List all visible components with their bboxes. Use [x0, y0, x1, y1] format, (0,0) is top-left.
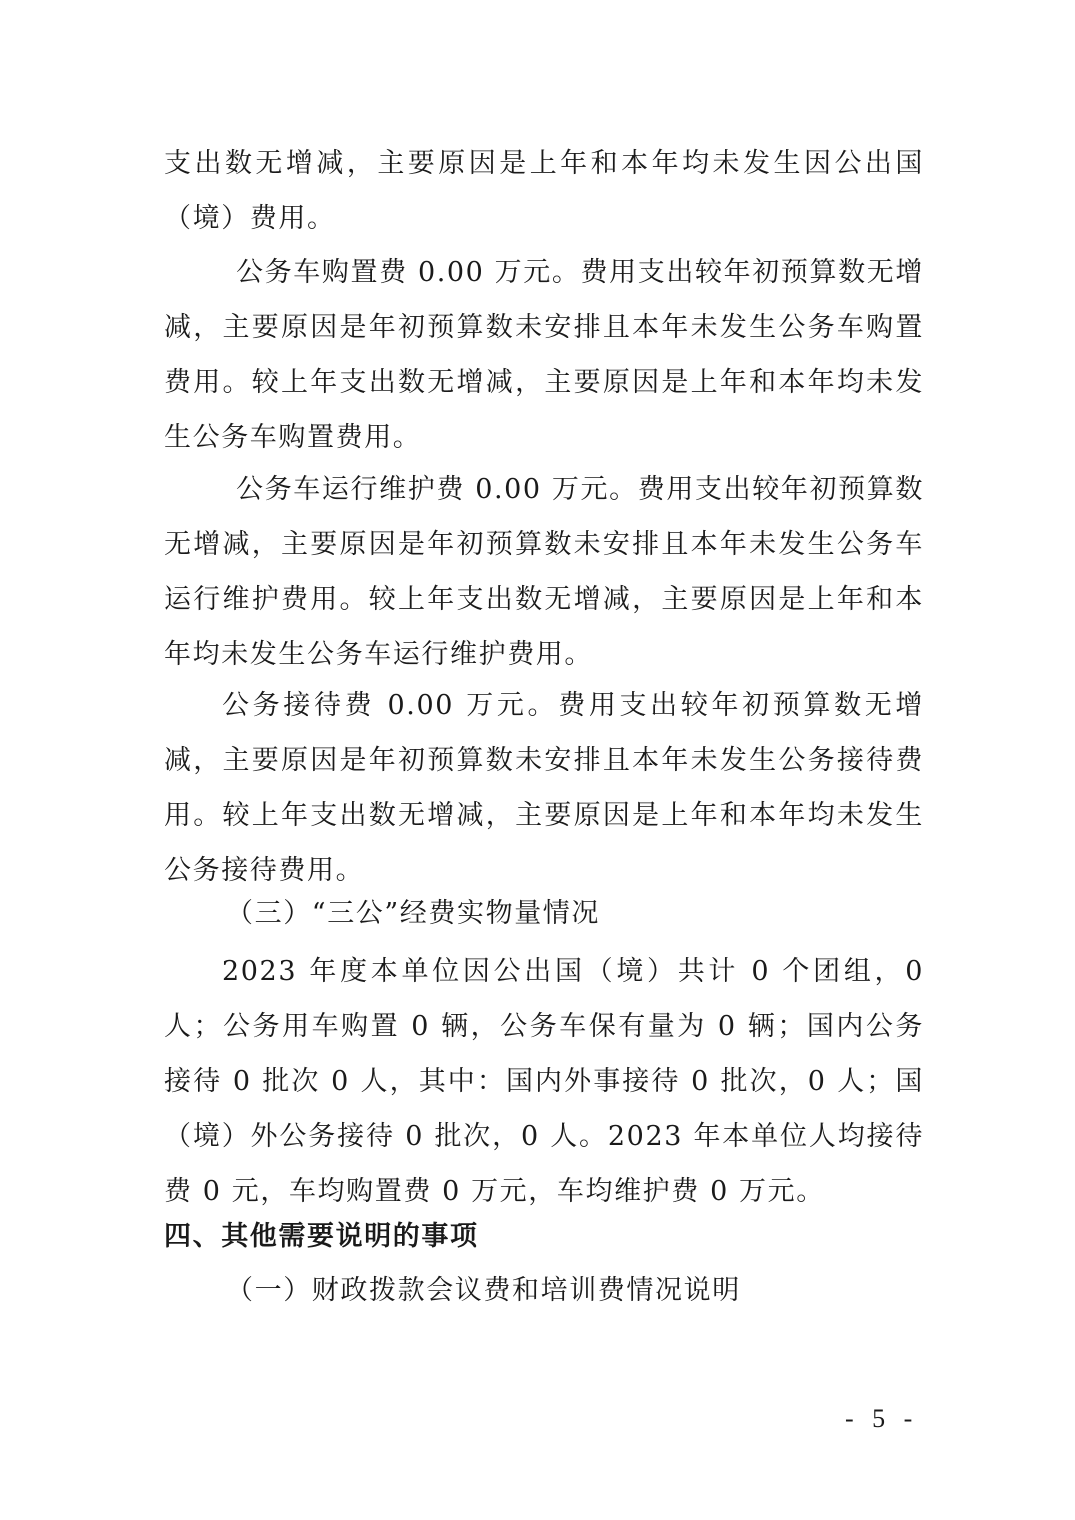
subsection-heading-one: （一）财政拨款会议费和培训费情况说明 — [226, 1275, 741, 1306]
subsection-heading-three: （三）“三公”经费实物量情况 — [226, 898, 601, 929]
paragraph-continued-expense: 支出数无增减，主要原因是上年和本年均未发生因公出国（境）费用。 — [164, 148, 924, 234]
section-heading-four: 四、其他需要说明的事项 — [164, 1221, 479, 1252]
paragraph-physical-quantity: 2023 年度本单位因公出国（境）共计 0 个团组，0 人；公务用车购置 0 辆，公务车保有量为 0 辆；国内公务接待 0 批次 0 人，其中：国内外事接待 0 批次，0 人；国（境）外公务接待 0 批次，0 人。2023 年本单位人均接待费 0 元，车均购置费 0 万元，车均维护费 0 万元。 — [164, 956, 924, 1207]
paragraph-vehicle-maintenance: 公务车运行维护费 0.00 万元。费用支出较年初预算数无增减，主要原因是年初预算数未安排且本年未发生公务车运行维护费用。较上年支出数无增减，主要原因是上年和本年均未发生公务车运行维护费用。 — [164, 474, 924, 670]
paragraph-vehicle-purchase: 公务车购置费 0.00 万元。费用支出较年初预算数无增减，主要原因是年初预算数未安排且本年未发生公务车购置费用。较上年支出数无增减，主要原因是上年和本年均未发生公务车购置费用。 — [164, 257, 924, 453]
page-number: - 5 - — [845, 1404, 919, 1433]
paragraph-reception-expense: 公务接待费 0.00 万元。费用支出较年初预算数无增减，主要原因是年初预算数未安排且本年未发生公务接待费用。较上年支出数无增减，主要原因是上年和本年均未发生公务接待费用。 — [164, 690, 924, 886]
